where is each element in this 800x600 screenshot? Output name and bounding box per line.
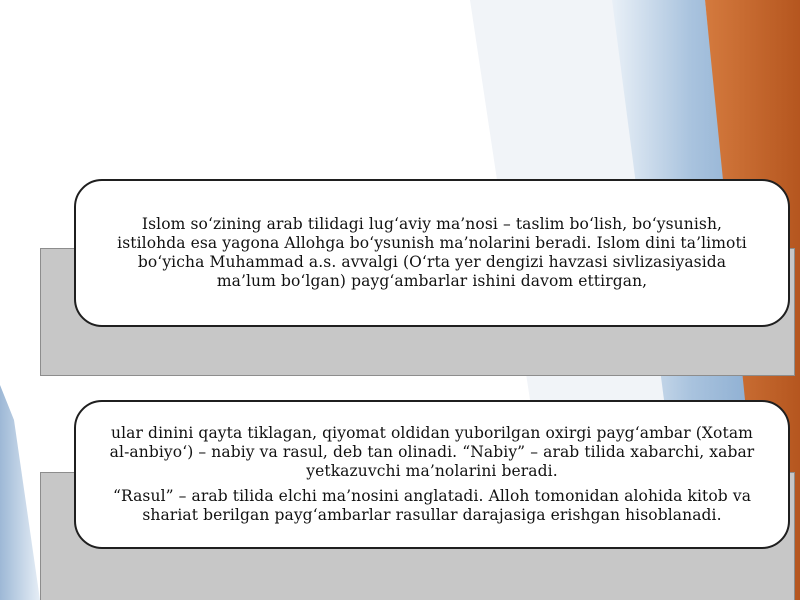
- card-2-paragraph-2: “Rasul” – arab tilida elchi ma’nosini anglatadi. Alloh tomonidan alohida kitob va shariat berilgan payg‘ambarlar rasullar darajasiga erishgan hisoblanadi.: [112, 487, 752, 524]
- card-2-paragraph-1: ular dinini qayta tiklagan, qiyomat oldidan yuborilgan oxirgi payg‘ambar (Xotam al-anbiyo‘) – nabiy va rasul, deb tan olinadi. “Nabiy” – arab tilida xabarchi, xabar yetkazuvchi ma’nolarini beradi.: [109, 424, 755, 480]
- card-1-paragraph: Islom so‘zining arab tilidagi lug‘aviy ma’nosi – taslim bo‘lish, bo‘ysunish, istilohda esa yagona Allohga bo‘ysunish ma’nolarini beradi. Islom dini ta’limoti bo‘yicha Muhammad a.s. avvalgi (O‘rta yer dengizi havzasi sivlizasiyasida ma’lum bo‘lgan) payg‘ambarlar ishini davom ettirgan,: [117, 215, 747, 290]
- text-card-2: [74, 400, 790, 549]
- text-card-1: [74, 179, 790, 327]
- left-blue-strip: [0, 385, 40, 600]
